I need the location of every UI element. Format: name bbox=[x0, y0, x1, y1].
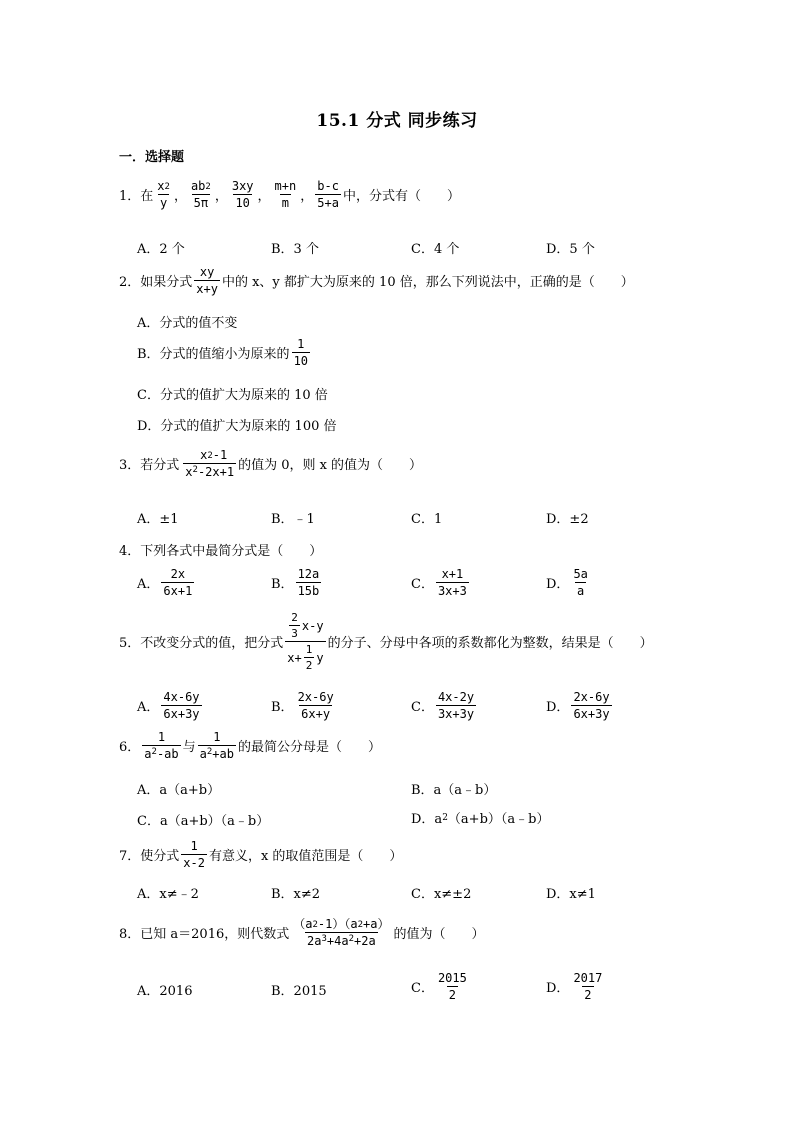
fraction-option: $\frac{4x-2y}{3x+3y}$ bbox=[437, 690, 475, 721]
fraction-2-over-3: $\frac{2}{3}$ bbox=[291, 611, 298, 640]
complex-fraction: $\frac{2}{3}$ x-y x+ $\frac{1}{2}$ y bbox=[287, 611, 324, 672]
q3-option-a[interactable]: A．±1 bbox=[137, 512, 179, 527]
q3-option-b[interactable]: B．﹣1 bbox=[271, 512, 315, 527]
section-heading: 一．选择题 bbox=[119, 150, 185, 165]
fraction-mn-over-m: $\frac{m+n}{m}$ bbox=[274, 179, 297, 210]
q4-option-d-label: D． bbox=[546, 577, 570, 592]
q5-option-a[interactable] bbox=[137, 691, 204, 720]
q8-option-c[interactable] bbox=[411, 972, 471, 1001]
q4-option-b[interactable] bbox=[271, 568, 323, 597]
question-3-stem bbox=[119, 449, 422, 478]
question-1-number: 1．在 bbox=[119, 189, 154, 204]
q1-option-b[interactable]: B．3 个 bbox=[271, 242, 319, 257]
q2-option-d[interactable]: D．分式的值扩大为原来的 100 倍 bbox=[137, 419, 337, 434]
fraction-1-over-a2-minus-ab: 1 a 2 -ab bbox=[144, 730, 179, 761]
q5-option-b[interactable] bbox=[271, 691, 338, 720]
q1-option-a[interactable]: A．2 个 bbox=[137, 242, 185, 257]
q4-option-c[interactable] bbox=[411, 568, 471, 597]
question-7-tail: 有意义，x 的取值范围是（ ） bbox=[208, 849, 403, 864]
fraction-option: $\frac{4x-6y}{6x+3y}$ bbox=[163, 690, 200, 721]
separator: ， bbox=[173, 189, 187, 204]
fraction-option: $\frac{5a}{a}$ bbox=[573, 567, 588, 598]
q5-option-d[interactable] bbox=[546, 691, 614, 720]
question-3-prefix: 3．若分式 bbox=[119, 458, 180, 473]
q1-option-d[interactable]: D．5 个 bbox=[546, 242, 595, 257]
q4-option-b-label: B． bbox=[271, 577, 294, 592]
q5-option-c[interactable] bbox=[411, 691, 478, 720]
question-8-prefix: 8．已知 a＝2016，则代数式 bbox=[119, 927, 290, 942]
q2-option-b-text: B．分式的值缩小为原来的 bbox=[137, 347, 290, 362]
q7-option-b[interactable]: B．x≠2 bbox=[271, 887, 321, 902]
question-6-stem bbox=[119, 731, 381, 760]
q4-option-a[interactable] bbox=[137, 568, 196, 597]
exponent: 2 bbox=[442, 812, 448, 823]
q7-option-a[interactable]: A．x≠﹣2 bbox=[137, 887, 199, 902]
fraction-option: $\frac{2x}{6x+1}$ bbox=[163, 567, 193, 598]
q8-option-d-label: D． bbox=[546, 981, 570, 996]
q6-option-c[interactable]: C．a（a+b）（a﹣b） bbox=[137, 814, 270, 829]
question-1-stem bbox=[119, 180, 460, 209]
q7-option-d[interactable]: D．x≠1 bbox=[546, 887, 596, 902]
question-8-tail: 的值为（ ） bbox=[393, 927, 485, 942]
q5-option-c-label: C． bbox=[411, 700, 434, 715]
fraction-option: $\frac{2017}{2}$ bbox=[573, 971, 603, 1002]
question-7-stem bbox=[119, 840, 402, 869]
fraction-ab2-over-5pi: ab 2 5π bbox=[190, 179, 211, 210]
q6-option-d-head: D．a bbox=[411, 812, 443, 827]
question-3-tail: 的值为 0，则 x 的值为（ ） bbox=[238, 458, 423, 473]
q4-option-c-label: C． bbox=[411, 577, 434, 592]
fraction-1-over-x-minus-2: $\frac{1}{x-2}$ bbox=[183, 839, 205, 870]
q8-option-b[interactable]: B．2015 bbox=[271, 984, 327, 999]
question-6-tail: 的最简公分母是（ ） bbox=[237, 740, 381, 755]
q5-option-d-label: D． bbox=[546, 700, 570, 715]
q4-option-d[interactable] bbox=[546, 568, 592, 597]
q5-option-a-label: A． bbox=[137, 700, 160, 715]
q6-option-b[interactable]: B．a（a﹣b） bbox=[411, 783, 497, 798]
separator: ， bbox=[257, 189, 271, 204]
q8-option-a[interactable]: A．2016 bbox=[137, 984, 193, 999]
separator: ， bbox=[214, 189, 228, 204]
question-4-stem: 4．下列各式中最简分式是（ ） bbox=[119, 544, 323, 559]
q5-option-b-label: B． bbox=[271, 700, 294, 715]
q8-option-c-label: C． bbox=[411, 981, 434, 996]
q3-option-d[interactable]: D．±2 bbox=[546, 512, 589, 527]
fraction-x2-1-over-x2-2x-1: x 2 -1 x 2 -2x+1 bbox=[185, 448, 235, 479]
q2-option-a[interactable]: A．分式的值不变 bbox=[137, 316, 238, 331]
page-title: 15.1 分式 同步练习 bbox=[316, 111, 478, 131]
fraction-option: $\frac{12a}{15b}$ bbox=[297, 567, 320, 598]
q6-option-d-tail: （a+b）（a﹣b） bbox=[447, 812, 550, 827]
question-2-tail: 中的 x、y 都扩大为原来的 10 倍，那么下列说法中，正确的是（ ） bbox=[221, 275, 634, 290]
fraction-xy-over-x-plus-y: $\frac{xy}{x+y}$ bbox=[196, 265, 218, 296]
question-1-tail: 中，分式有（ ） bbox=[342, 189, 460, 204]
fraction-1-over-10: $\frac{1}{10}$ bbox=[293, 337, 309, 368]
q1-option-c[interactable]: C．4 个 bbox=[411, 242, 460, 257]
fraction-1-over-a2-plus-ab: 1 a 2 +ab bbox=[199, 730, 234, 761]
q6-option-d[interactable] bbox=[411, 808, 549, 827]
fraction-option: $\frac{2x-6y}{6x+3y}$ bbox=[573, 690, 610, 721]
fraction-option: $\frac{2015}{2}$ bbox=[437, 971, 467, 1002]
separator: ， bbox=[300, 189, 314, 204]
q4-option-a-label: A． bbox=[137, 577, 160, 592]
question-2-prefix: 2．如果分式 bbox=[119, 275, 193, 290]
connector: 与 bbox=[182, 740, 196, 755]
fraction-algebraic-expression: （a 2 -1）（a 2 +a） 2a 3 +4a 2 +2a bbox=[293, 917, 390, 948]
question-6-prefix: 6． bbox=[119, 740, 141, 755]
question-2-stem bbox=[119, 266, 634, 295]
fraction-bc-over-5a: $\frac{b-c}{5+a}$ bbox=[317, 179, 339, 210]
q2-option-b[interactable] bbox=[137, 338, 312, 367]
question-7-prefix: 7．使分式 bbox=[119, 849, 180, 864]
fraction-option: $\frac{2x-6y}{6x+y}$ bbox=[297, 690, 334, 721]
fraction-x2-over-y: x 2 y bbox=[157, 179, 170, 210]
fraction-3xy-over-10: $\frac{3xy}{10}$ bbox=[231, 179, 254, 210]
question-5-tail: 的分子、分母中各项的系数都化为整数，结果是（ ） bbox=[327, 636, 653, 651]
q2-option-c[interactable]: C．分式的值扩大为原来的 10 倍 bbox=[137, 388, 328, 403]
question-5-stem bbox=[119, 612, 653, 671]
q6-option-a[interactable]: A．a（a+b） bbox=[137, 783, 221, 798]
fraction-option: $\frac{x+1}{3x+3}$ bbox=[437, 567, 467, 598]
q3-option-c[interactable]: C．1 bbox=[411, 512, 443, 527]
question-8-stem bbox=[119, 918, 484, 947]
q8-option-d[interactable] bbox=[546, 972, 606, 1001]
question-5-prefix: 5．不改变分式的值，把分式 bbox=[119, 636, 284, 651]
q7-option-c[interactable]: C．x≠±2 bbox=[411, 887, 472, 902]
fraction-1-over-2: $\frac{1}{2}$ bbox=[305, 643, 313, 672]
